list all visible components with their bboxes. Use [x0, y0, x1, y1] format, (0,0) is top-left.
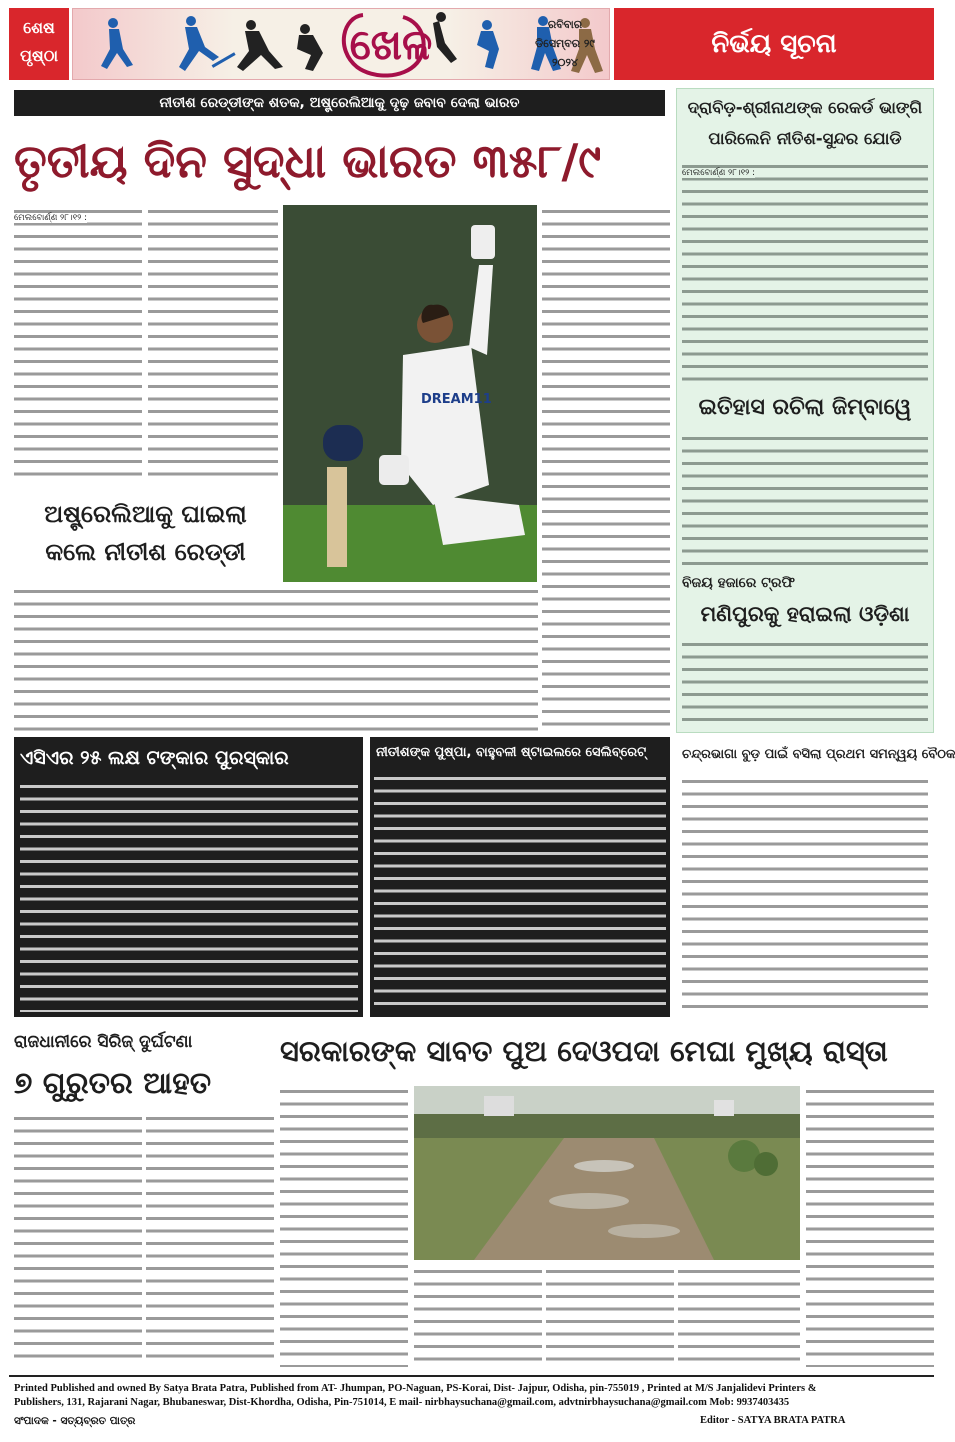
road-headline: ସରକାରଙ୍କ ସାବତ ପୁଅ ଦେଓପଦା ମେଘା ମୁଖ୍ୟ ରାସ୍ତା [280, 1034, 888, 1068]
reddy-headline-line1: ଅଷ୍ଟ୍ରେଲିଆକୁ ଘାଇଲା [44, 500, 247, 528]
meeting-headline: ଚନ୍ଦ୍ରଭାଗା ବୁଡ଼ ପାଇଁ ବସିଲା ପ୍ରଥମ ସମନ୍ୱୟ ବୈଠକ [682, 747, 955, 762]
main-kicker: ନୀତୀଶ ରେଡ୍ଡୀଙ୍କ ଶତକ, ଅଷ୍ଟ୍ରେଲିଆକୁ ଦୃଢ଼ ଜବାବ ଦେଲା ଭାରତ [14, 90, 665, 116]
road-body-col3 [546, 1265, 674, 1367]
road-body-col4 [678, 1265, 800, 1367]
cricketer-photo [283, 205, 537, 582]
road-photo-image [414, 1086, 800, 1260]
record-headline-line1: ଦ୍ରାବିଡ଼-ଶ୍ରୀନାଥଙ୍କ ରେକର୍ଡ ଭାଙ୍ଗି [687, 98, 923, 117]
page-label [9, 8, 69, 80]
award-body [20, 780, 358, 1012]
main-photo [283, 205, 537, 582]
meeting-body [682, 775, 928, 1015]
record-body [682, 160, 928, 385]
svg-text:DREAM11: DREAM11 [421, 392, 492, 407]
road-photo [414, 1086, 800, 1260]
accident-body-col2 [146, 1112, 274, 1367]
reddy-body [14, 585, 538, 733]
odisha-headline: ମଣିପୁରକୁ ହରାଇଲା ଓଡ଼ିଶା [700, 602, 910, 626]
award-headline: ଏସିଏର ୨୫ ଲକ୍ଷ ଟଙ୍କାର ପୁରସ୍କାର [20, 747, 289, 769]
road-body-col2 [414, 1265, 542, 1367]
year: ୨୦୨୪ [552, 56, 578, 69]
paper-name: ନିର୍ଭୟ ସୂଚନା [614, 8, 934, 80]
odisha-body [682, 638, 928, 730]
pushpa-body [374, 772, 666, 1014]
masthead-banner [72, 8, 610, 80]
record-headline-line2: ପାରିଲେନି ନୀତିଶ-ସୁନ୍ଦର ଯୋଡି [708, 129, 902, 148]
footer-rule [9, 1375, 934, 1377]
pushpa-headline: ନୀତୀଶଙ୍କ ପୁଷ୍ପା, ବାହୁବଳୀ ଷ୍ଟାଇଲରେ ସେଲିବ୍ରେଟ୍ [376, 745, 647, 760]
footer-editor-odia: ସଂପାଦକ - ସତ୍ୟବ୍ରତ ପାତ୍ର [14, 1415, 136, 1427]
issue-date [525, 15, 605, 72]
footer-line2: Publishers, 131, Rajarani Nagar, Bhubaneswar, Dist-Khordha, Odisha, Pin-751014, E mail- nirbhaysuchana@gmail.com, advtnirbhaysuchana@gmail.com Mob: 9937403435 [14, 1397, 790, 1408]
weekday: ରବିବାର [547, 18, 583, 31]
footer-editor-en: Editor - SATYA BRATA PATRA [700, 1415, 846, 1426]
footer-line1: Printed Published and owned By Satya Brata Patra, Published from AT- Jhumpan, PO-Naguan, PS-Korai, Dist- Jajpur, Odisha, pin-755019 , Printed at M/S Janjalidevi Printers & [14, 1383, 817, 1394]
page-label-line1: ଶେଷ [23, 18, 55, 37]
accident-body-col1 [14, 1112, 142, 1367]
main-body-col1 [14, 205, 142, 485]
reddy-headline-line2: କଲେ ନୀତୀଶ ରେଡ୍ଡୀ [45, 538, 246, 566]
record-headline [680, 92, 930, 156]
record-dateline: ମେଲବୋର୍ଣ୍ଣ ୨୮।୧୨ : [682, 168, 756, 178]
reddy-headline [14, 495, 277, 573]
main-dateline: ମେଲବୋର୍ଣ୍ଣ ୨୮।୧୨ : [14, 213, 88, 223]
history-headline: ଇତିହାସ ରଚିଲା ଜିମ୍ବାୱେ [698, 395, 912, 420]
footer-imprint [14, 1382, 934, 1410]
road-body-col1 [280, 1085, 408, 1367]
accident-headline: ୭ ଗୁରୁତର ଆହତ [14, 1066, 212, 1101]
main-headline: ତୃତୀୟ ଦିନ ସୁଦ୍ଧା ଭାରତ ୩୫୮/୯ [14, 134, 602, 188]
page-label-line2: ପୃଷ୍ଠା [19, 46, 59, 65]
main-body-col3 [542, 205, 670, 730]
section-title: ଖେଳ [349, 20, 433, 69]
main-body-col2 [148, 205, 278, 485]
accident-kicker: ରାଜଧାନୀରେ ସିରିଜ୍ ଦୁର୍ଘଟଣା [14, 1032, 193, 1052]
road-body-col5 [806, 1085, 934, 1367]
history-body [682, 432, 928, 568]
odisha-kicker: ବିଜୟ ହଜାରେ ଟ୍ରଫି [682, 575, 795, 591]
date: ଡିସେମ୍ବର ୨୯ [535, 37, 595, 50]
